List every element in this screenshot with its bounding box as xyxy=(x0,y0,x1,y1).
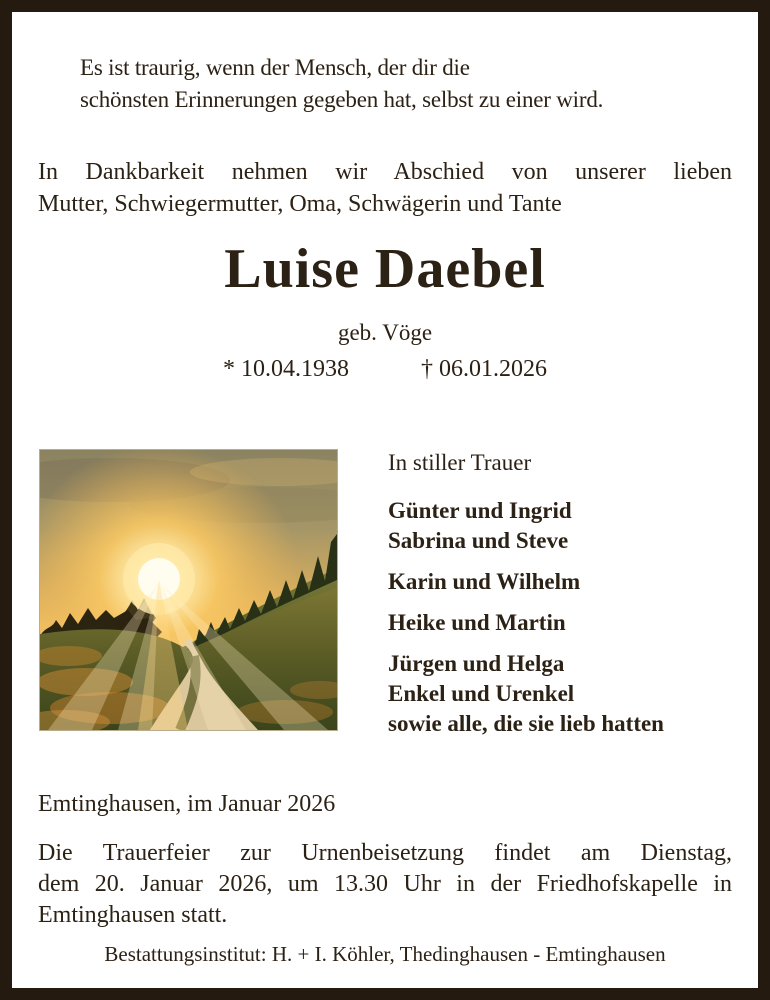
intro-text xyxy=(38,156,732,220)
quote-line: Es ist traurig, wenn der Mensch, der dir die xyxy=(80,55,470,80)
funeral-info xyxy=(38,838,732,931)
mourner-line: sowie alle, die sie lieb hatten xyxy=(388,711,664,736)
death-date: † 06.01.2026 xyxy=(421,356,547,382)
place-and-date: Emtinghausen, im Januar 2026 xyxy=(38,791,336,817)
mourner-group xyxy=(388,608,732,638)
mourner-group xyxy=(388,496,732,556)
memorial-quote xyxy=(80,52,738,116)
mourner-line: Enkel und Urenkel xyxy=(388,681,575,706)
mourner-group xyxy=(388,649,732,739)
intro-line: Mutter, Schwiegermutter, Oma, Schwägerin und Tante xyxy=(38,191,562,217)
life-dates xyxy=(12,354,758,384)
undertaker-info: Bestattungsinstitut: H. + I. Köhler, Thedinghausen - Emtinghausen xyxy=(104,942,666,966)
birth-date: * 10.04.1938 xyxy=(223,356,349,382)
funeral-line: Die Trauerfeier zur Urnenbeisetzung findet am Dienstag, xyxy=(38,840,732,866)
mourner-group xyxy=(388,567,732,597)
mourner-line: Heike und Martin xyxy=(388,610,566,635)
mourner-line: Jürgen und Helga xyxy=(388,651,565,676)
sunset-photo-image xyxy=(40,450,337,730)
funeral-line: dem 20. Januar 2026, um 13.30 Uhr in der Friedhofskapelle in xyxy=(38,871,732,897)
mourner-line: Sabrina und Steve xyxy=(388,528,569,553)
quote-line: schönsten Erinnerungen gegeben hat, selbst zu einer wird. xyxy=(80,87,604,112)
deceased-name: Luise Daebel xyxy=(224,238,546,300)
intro-line: In Dankbarkeit nehmen wir Abschied von unserer lieben xyxy=(38,159,732,185)
maiden-name: geb. Vöge xyxy=(337,320,433,345)
mourners-section xyxy=(388,448,732,750)
mourner-line: Günter und Ingrid xyxy=(388,498,572,523)
mourner-line: Karin und Wilhelm xyxy=(388,569,581,594)
sunset-photo xyxy=(40,450,337,730)
funeral-line: Emtinghausen statt. xyxy=(38,902,228,928)
mourning-header: In stiller Trauer xyxy=(388,450,532,475)
